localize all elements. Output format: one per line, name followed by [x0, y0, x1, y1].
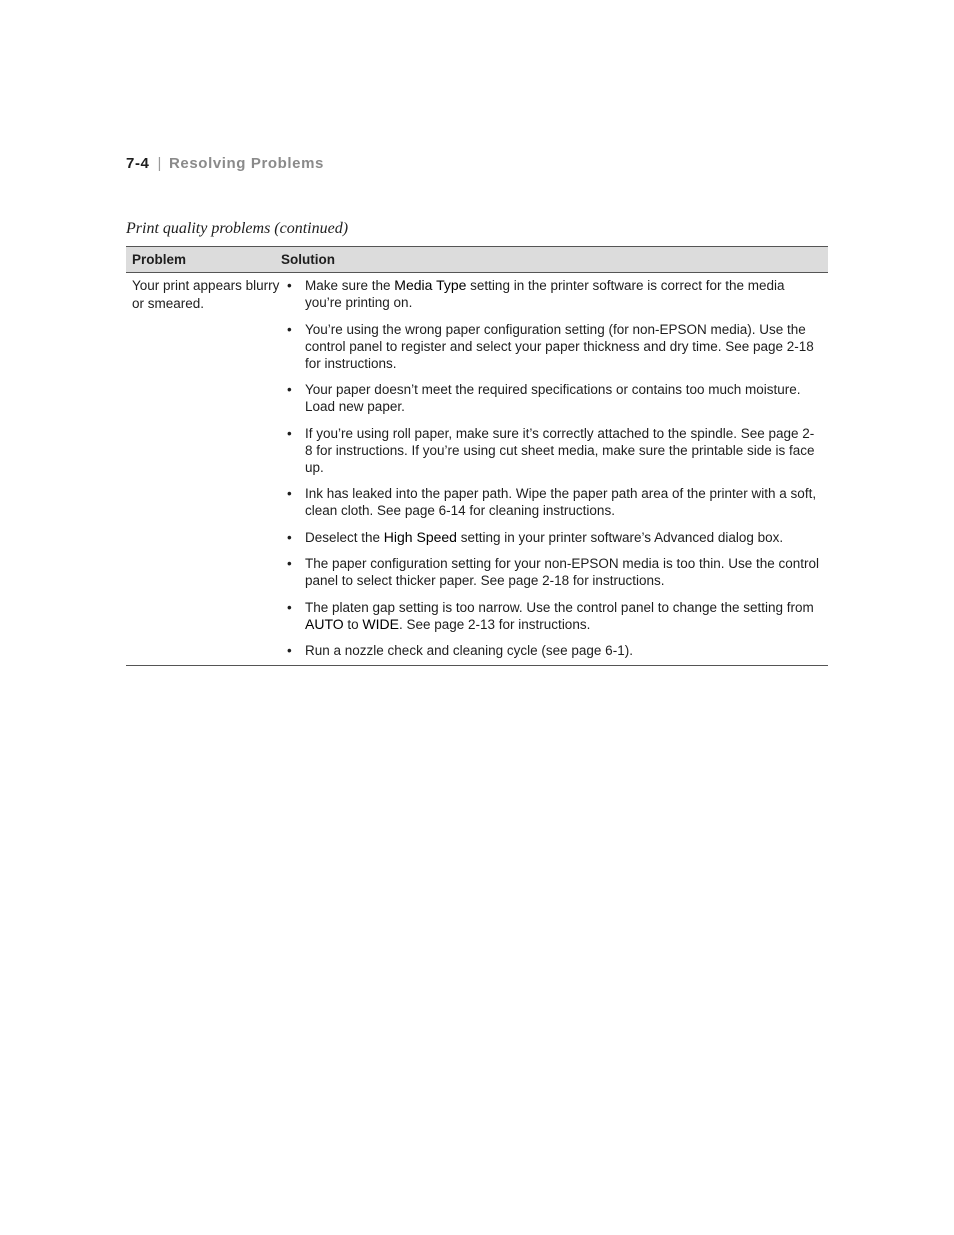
solution-text: You’re using the wrong paper configuration setting (for non-EPSON media). Use the control panel to register and select your paper thickness and dry time. See page 2-18 for instructions. — [305, 321, 814, 371]
bullet-icon: • — [287, 556, 292, 571]
header-separator: | — [157, 155, 162, 172]
solution-item — [281, 277, 828, 311]
solution-text: The paper configuration setting for your non-EPSON media is too thin. Use the control panel to select thicker paper. See page 2-18 for instructions. — [305, 556, 820, 588]
solution-item — [281, 381, 828, 415]
solution-text: Deselect the — [305, 529, 384, 545]
solution-text: Ink has leaked into the paper path. Wipe the paper path area of the printer with a soft, clean cloth. See page 6-14 for cleaning instructions. — [305, 486, 817, 518]
bullet-icon: • — [287, 425, 292, 441]
solution-item — [281, 529, 828, 546]
solution-item — [281, 485, 828, 519]
solution-text: Run a nozzle check and cleaning cycle (see page 6-1). — [305, 643, 633, 658]
solution-item — [281, 599, 828, 633]
section-title: Resolving Problems — [168, 155, 324, 172]
running-header — [126, 155, 324, 172]
solution-item — [281, 321, 828, 372]
setting-name: Media Type — [394, 277, 467, 293]
bullet-icon: • — [287, 599, 292, 615]
bullet-icon: • — [287, 382, 292, 397]
solution-item — [281, 642, 828, 659]
solution-text: setting in your printer software’s Advanced dialog box. — [456, 529, 784, 545]
solution-text: to — [343, 616, 363, 632]
bullet-icon: • — [287, 321, 292, 337]
column-header-problem: Problem — [132, 252, 187, 267]
setting-name: High Speed — [383, 528, 457, 545]
table-caption: Print quality problems (continued) — [126, 220, 349, 237]
bullet-icon: • — [287, 643, 292, 658]
column-header-solution: Solution — [281, 252, 335, 267]
setting-name: AUTO — [305, 615, 344, 632]
problem-cell: Your print appears blurry or smeared. — [132, 278, 280, 311]
solution-text: . See page 2-13 for instructions. — [398, 616, 591, 632]
solution-item — [281, 425, 828, 476]
bullet-icon: • — [287, 529, 292, 545]
solution-text: The platen gap setting is too narrow. Use the control panel to change the setting from — [305, 599, 814, 615]
solution-text: Your paper doesn’t meet the required specifications or contains too much moisture. Load new paper. — [305, 382, 801, 414]
solution-cell — [281, 277, 828, 659]
problem-solution-table — [126, 246, 828, 666]
table-row — [126, 273, 828, 665]
bullet-icon: • — [287, 486, 292, 501]
solution-text: If you’re using roll paper, make sure it’s correctly attached to the spindle. See page 2-8 for instructions. If you’re using cut sheet media, make sure the printable side is face up. — [305, 425, 815, 475]
page-number: 7-4 — [126, 155, 150, 172]
solution-text: setting in the printer software is correct for the media you’re printing on. — [305, 278, 785, 310]
solution-item — [281, 555, 828, 589]
table-header-row — [126, 247, 828, 273]
setting-name: WIDE — [362, 615, 399, 632]
solution-text: Make sure the — [305, 278, 395, 293]
solution-list — [281, 277, 828, 659]
bullet-icon: • — [287, 278, 292, 293]
table-body — [126, 273, 828, 665]
